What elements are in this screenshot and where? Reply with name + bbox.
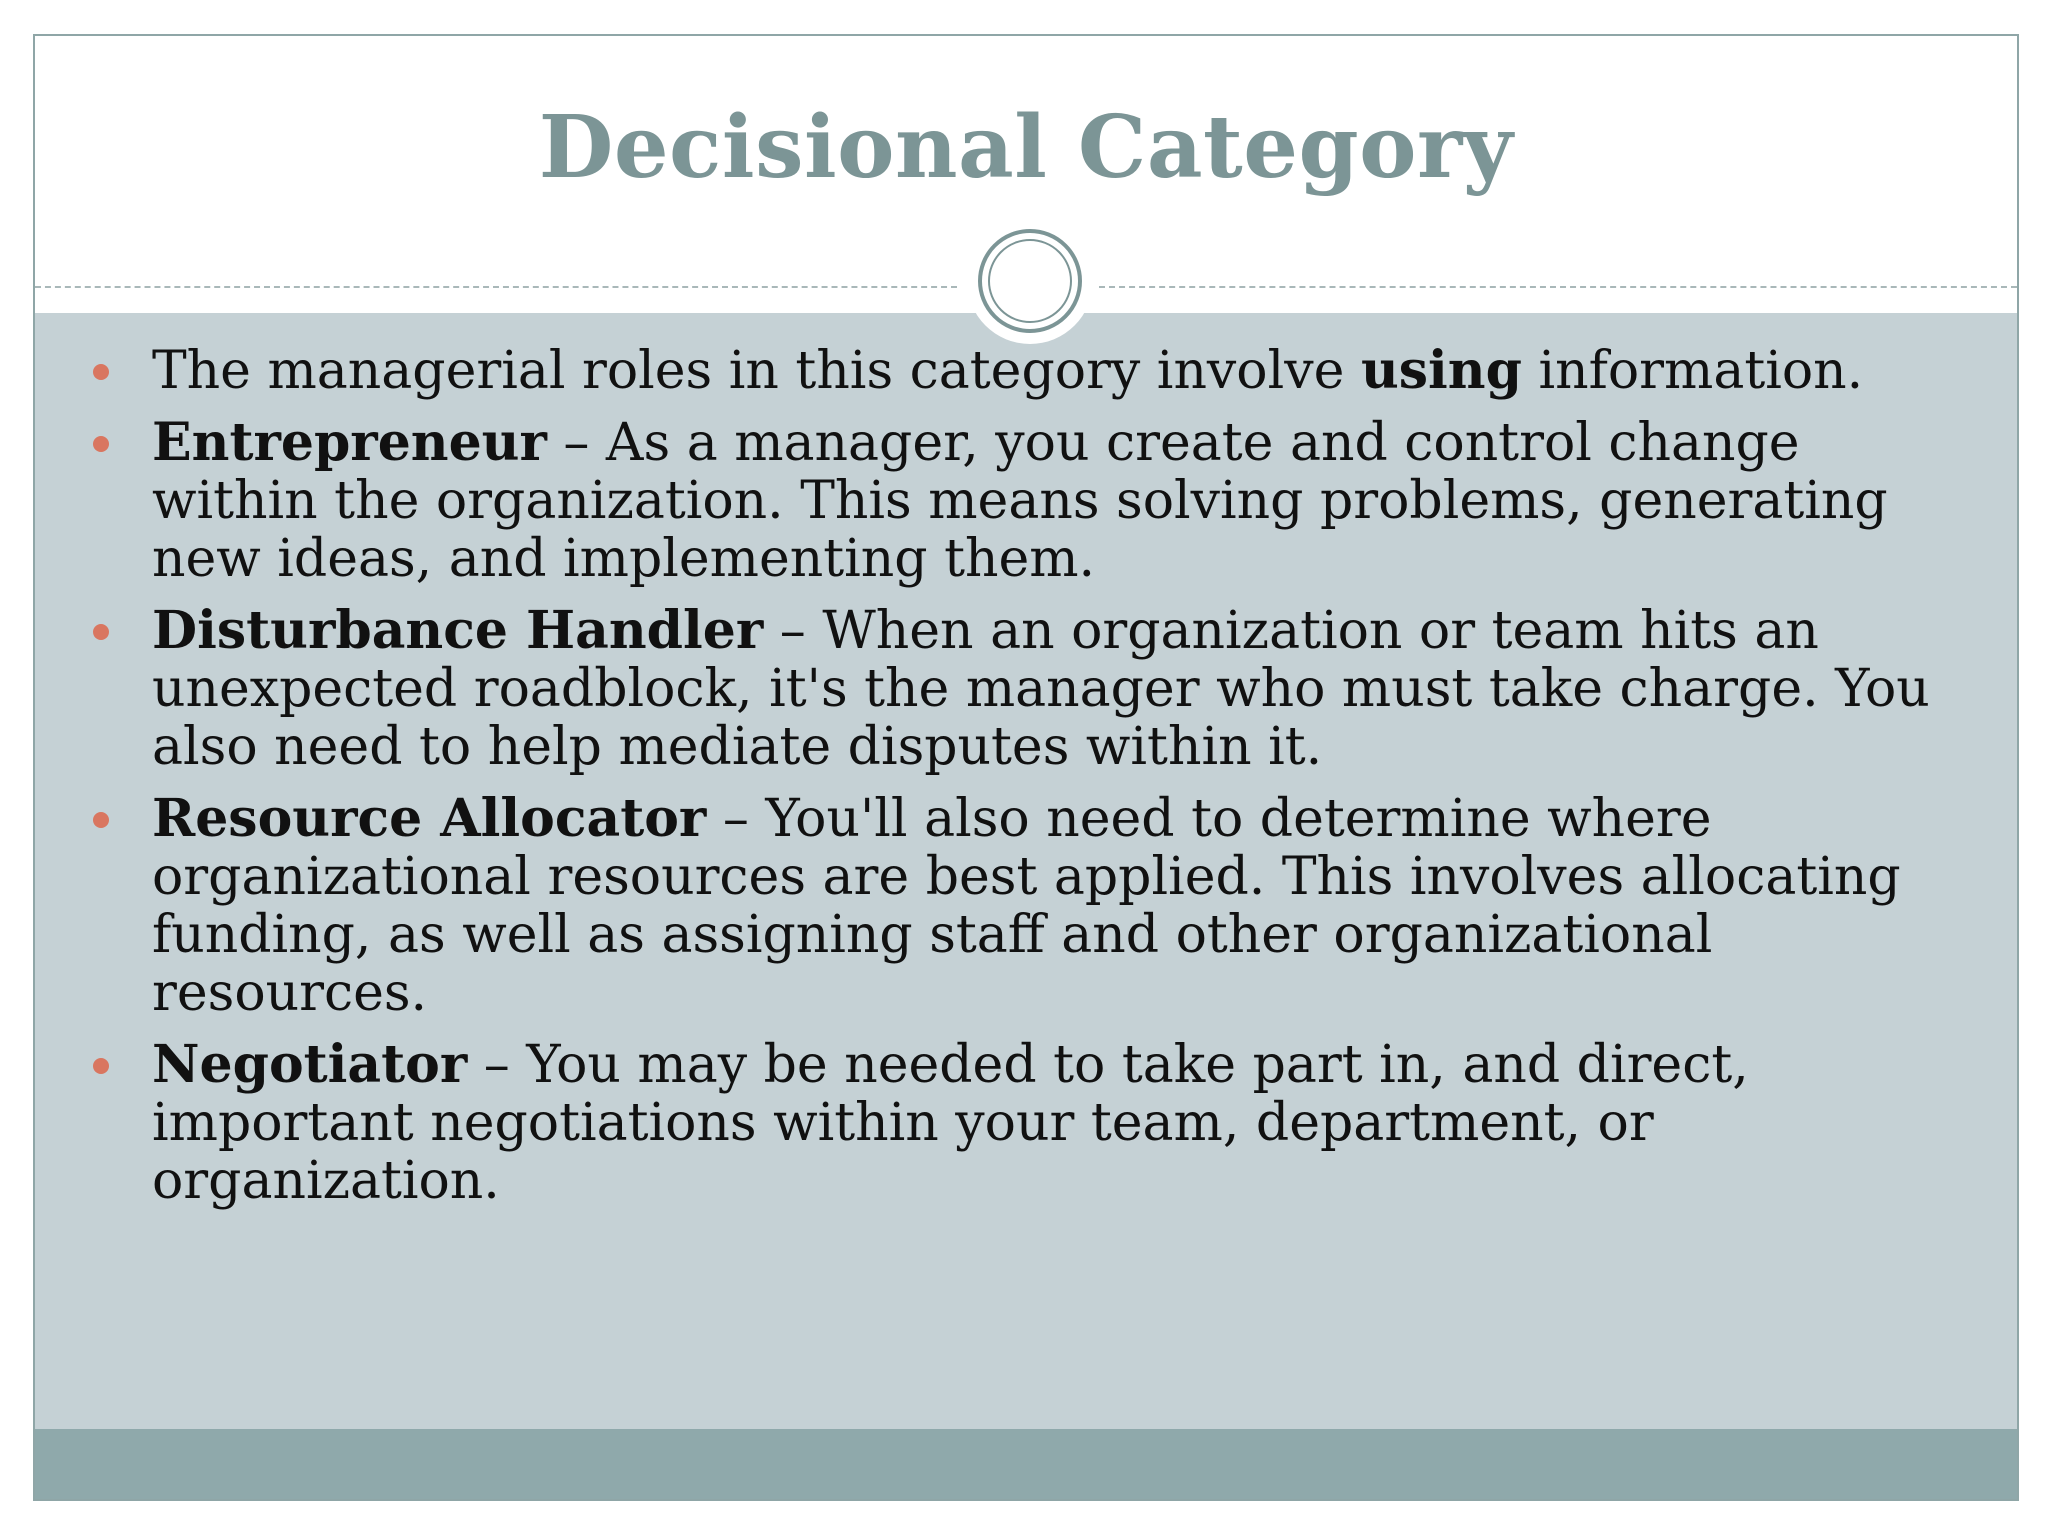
bullet-text: information. <box>1521 341 1864 401</box>
bullet-dot-icon <box>93 436 109 452</box>
bullet-term: Resource Allocator <box>152 788 707 849</box>
footer-bar <box>35 1429 2017 1499</box>
bullet-term: Negotiator <box>152 1034 468 1095</box>
circle-ring-inner <box>988 239 1072 323</box>
bullet-text: The managerial roles in this category involve <box>152 341 1361 401</box>
bullet-text: – As a manager, you create and control change within the organization. This means solving problems, generating new ideas, and implementing them. <box>152 413 1888 589</box>
bullet-item-entrepreneur <box>35 414 2017 588</box>
bullet-term: Disturbance Handler <box>152 600 764 661</box>
bullet-dot-icon <box>93 812 109 828</box>
bullet-dot-icon <box>93 1058 109 1074</box>
bullet-list <box>35 342 2017 1224</box>
title-divider-left <box>35 286 957 288</box>
bullet-text: – You'll also need to determine where organizational resources are best applied. This involves allocating funding, as well as assigning staff and other organizational resources. <box>152 789 1901 1023</box>
bullet-item-disturbance-handler <box>35 602 2017 776</box>
bullet-emphasis: using <box>1360 340 1522 401</box>
slide <box>33 34 2019 1501</box>
circle-ring-icon <box>978 229 1082 333</box>
bullet-term: Entrepreneur <box>152 412 547 473</box>
bullet-dot-icon <box>93 624 109 640</box>
bullet-text: – You may be needed to take part in, and direct, important negotiations within your team, department, or organization. <box>152 1035 1749 1211</box>
bullet-dot-icon <box>93 364 109 380</box>
title-divider-right <box>1099 286 2017 288</box>
bullet-text: – When an organization or team hits an unexpected roadblock, it's the manager who must take charge. You also need to help mediate disputes within it. <box>152 601 1930 777</box>
bullet-item-negotiator <box>35 1036 2017 1210</box>
slide-title: Decisional Category <box>538 97 1514 198</box>
bullet-item-resource-allocator <box>35 790 2017 1022</box>
bullet-item-intro <box>35 342 2017 400</box>
